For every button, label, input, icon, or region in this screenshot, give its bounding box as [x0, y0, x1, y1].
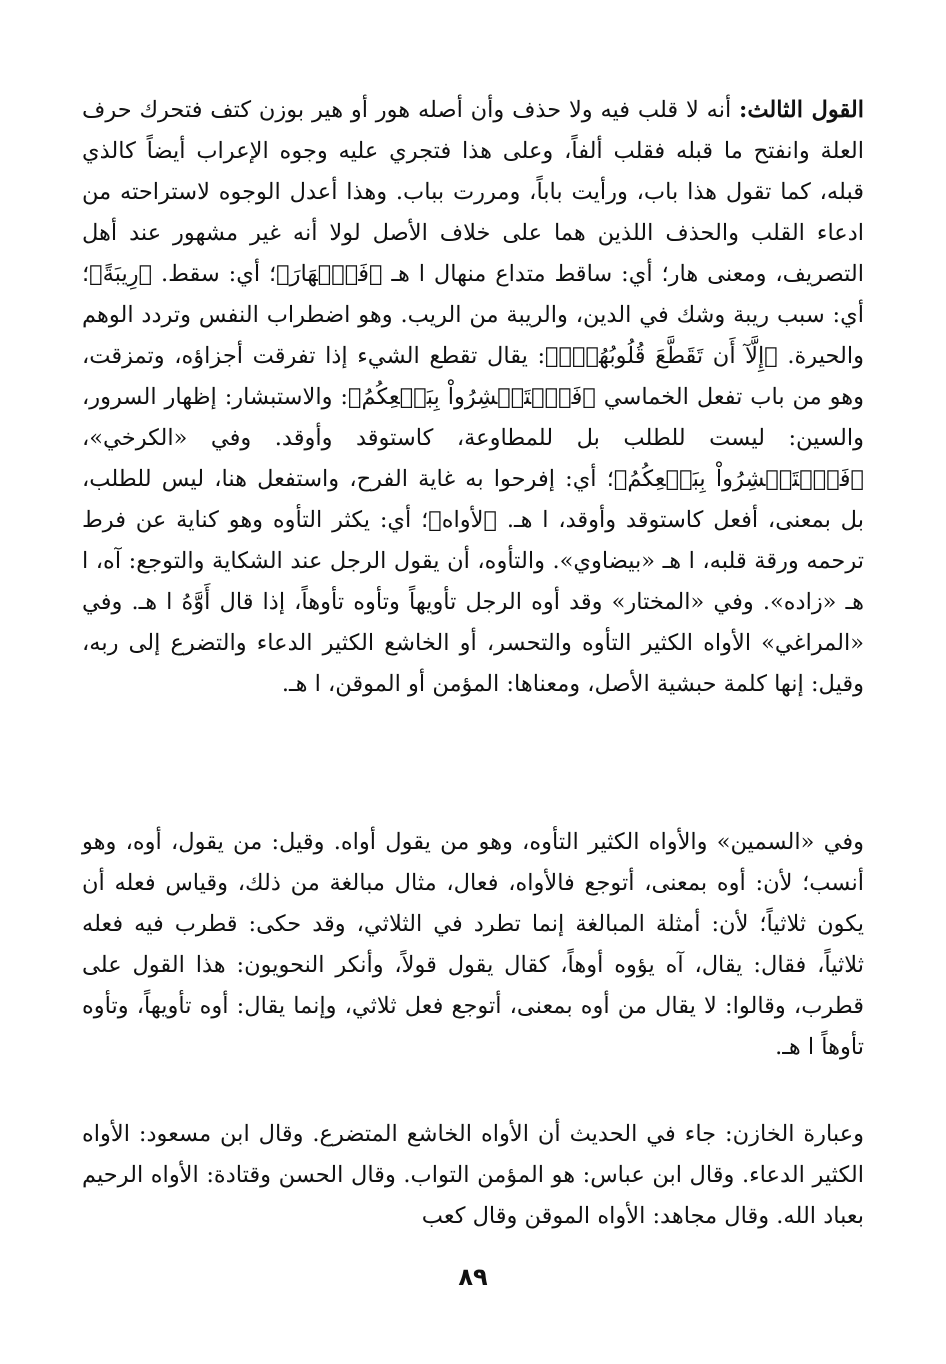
paragraph-3-text: وعبارة الخازن: جاء في الحديث أن الأواه الخاشع المتضرع. وقال ابن مسعود: الأواه الكثير الدعاء. وقال ابن عباس: هو المؤمن التواب. وقال الحسن وقتادة: الأواه الرحيم بعباد الله. وقال مجاهد: الأواه الموقن وقال كعب: [82, 1121, 864, 1229]
paragraph-khazin: [82, 1114, 864, 1237]
paragraph-1-content: [82, 90, 864, 705]
paragraph-lead-heading: القول الثالث:: [739, 97, 864, 123]
page-number: ٨٩: [458, 1263, 488, 1291]
paragraph-2-text: وفي «السمين» والأواه الكثير التأوه، وهو من يقول أواه. وقيل: من يقول، أوه، وهو أنسب؛ لأن: أوه بمعنى، أتوجع فالأواه، فعال، مثال مبالغة من ذلك، وقياس فعله أن يكون ثلاثياً؛ لأن: أمثلة المبالغة إنما تطرد في الثلاثي، وقد حكى: قطرب فيه فعله ثلاثياً، فقال: يقال، آه يؤوه أوهاً، كقال يقول قولاً، وأنكر النحويون: هذا القول على قطرب، وقالوا: لا يقال من أوه بمعنى، أتوجع فعل ثلاثي، وإنما يقال: أوه تأويهاً، وتأوه تأوهاً ا هـ.: [82, 829, 864, 1060]
paragraph-1-text: أنه لا قلب فيه ولا حذف وأن أصله هور أو هير بوزن كتف فتحرك حرف العلة وانفتح ما قبله فقلب ألفاً، وعلى هذا فتجري عليه وجوه الإعراب أيضاً كالذي قبله، كما تقول هذا باب، ورأيت باباً، ومررت بباب. وهذا أعدل الوجوه لاستراحته من ادعاء القلب والحذف اللذين هما على خلاف الأصل لولا أنه غير مشهور عند أهل التصريف، ومعنى هار؛ أي: ساقط متداع منهال ا هـ ﴿فَٱنۡهَارَ﴾؛ أي: سقط. ﴿رِيبَةً﴾؛ أي: سبب ريبة وشك في الدين، والريبة من الريب. وهو اضطراب النفس وتردد الوهم والحيرة. ﴿إِلَّآ أَن تَقَطَّعَ قُلُوبُهُمۡۚ﴾: يقال تقطع الشيء إذا تفرقت أجزاؤه، وتمزقت، وهو من باب تفعل الخماسي ﴿فَٱسۡتَبۡشِرُواْ بِبَيۡعِكُمُ﴾: والاستبشار: إظهار السرور، والسين: ليست للطلب بل للمطاوعة، كاستوقد وأوقد. وفي «الكرخي»، ﴿فَٱسۡتَبۡشِرُواْ بِبَيۡعِكُمُ﴾؛ أي: إفرحوا به غاية الفرح، واستفعل هنا، ليس للطلب، بل بمعنى، أفعل كاستوقد وأوقد، ا هـ. ﴿لأواه﴾؛ أي: يكثر التأوه وهو كناية عن فرط ترحمه ورقة قلبه، ا هـ «بيضاوي». والتأوه، أن يقول الرجل عند الشكاية والتوجع: آه، ا هـ «زاده». وفي «المختار» وقد أوه الرجل تأويهاً وتأوه تأوهاً، إذا قال أَوَّهُ ا هـ. وفي «المراغي» الأواه الكثير التأوه والتحسر، أو الخاشع الكثير الدعاء والتضرع إلى ربه، وقيل: إنها كلمة حبشية الأصل، ومعناها: المؤمن أو الموقن، ا هـ.: [82, 97, 865, 697]
paragraph-third-opinion: [82, 90, 864, 705]
paragraph-samin: [82, 822, 864, 1068]
